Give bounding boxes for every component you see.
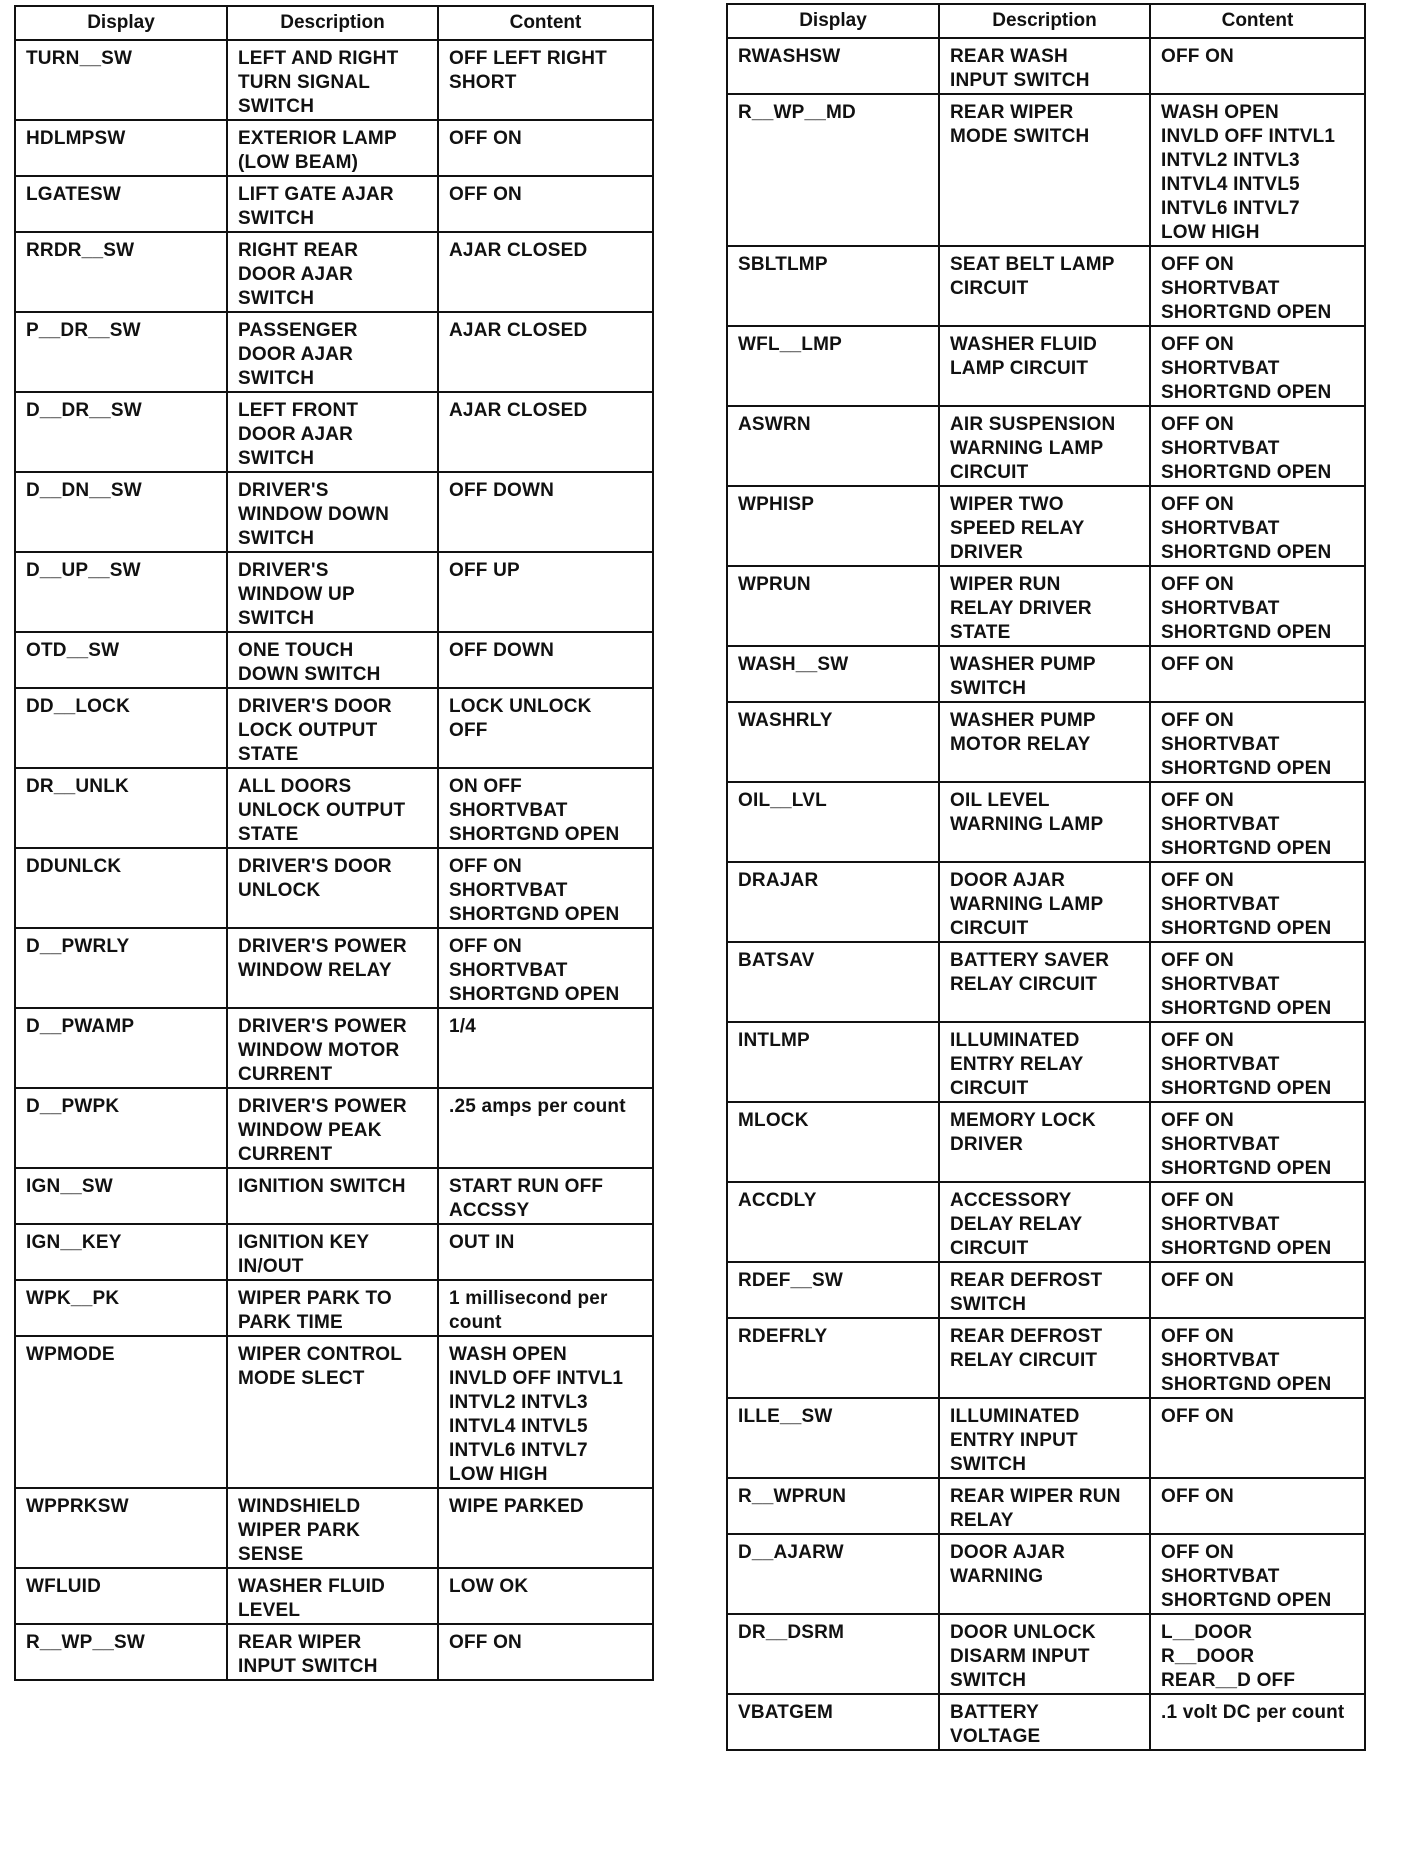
cell-display: VBATGEM [727, 1694, 939, 1750]
cell-display: RRDR__SW [15, 232, 227, 312]
table-row [727, 1478, 1365, 1534]
cell-display: WPPRKSW [15, 1488, 227, 1568]
cell-display: ILLE__SW [727, 1398, 939, 1478]
table-row [15, 392, 653, 472]
cell-description: DRIVER'S POWER WINDOW PEAK CURRENT [227, 1088, 438, 1168]
cell-display: RWASHSW [727, 38, 939, 94]
cell-content: ON OFF SHORTVBAT SHORTGND OPEN [438, 768, 653, 848]
cell-display: DR__DSRM [727, 1614, 939, 1694]
cell-content: LOCK UNLOCK OFF [438, 688, 653, 768]
cell-display: D__PWAMP [15, 1008, 227, 1088]
cell-description: REAR WIPER MODE SWITCH [939, 94, 1150, 246]
cell-content: OFF LEFT RIGHT SHORT [438, 40, 653, 120]
cell-display: D__AJARW [727, 1534, 939, 1614]
cell-content: OFF ON SHORTVBAT SHORTGND OPEN [1150, 1534, 1365, 1614]
cell-content: OFF ON SHORTVBAT SHORTGND OPEN [1150, 326, 1365, 406]
cell-description: WIPER PARK TO PARK TIME [227, 1280, 438, 1336]
table-row [727, 1262, 1365, 1318]
cell-display: P__DR__SW [15, 312, 227, 392]
cell-description: WIPER CONTROL MODE SLECT [227, 1336, 438, 1488]
cell-display: RDEFRLY [727, 1318, 939, 1398]
table-row [15, 552, 653, 632]
cell-display: R__WP__SW [15, 1624, 227, 1680]
cell-content: OFF ON SHORTVBAT SHORTGND OPEN [1150, 862, 1365, 942]
table-row [15, 232, 653, 312]
cell-content: WIPE PARKED [438, 1488, 653, 1568]
cell-description: REAR DEFROST RELAY CIRCUIT [939, 1318, 1150, 1398]
cell-content: OFF ON [438, 120, 653, 176]
table-row [727, 38, 1365, 94]
cell-description: DRIVER'S POWER WINDOW MOTOR CURRENT [227, 1008, 438, 1088]
cell-display: D__UP__SW [15, 552, 227, 632]
cell-display: TURN__SW [15, 40, 227, 120]
table-row [15, 1280, 653, 1336]
cell-display: DR__UNLK [15, 768, 227, 848]
table-row [727, 782, 1365, 862]
cell-content: WASH OPEN INVLD OFF INTVL1 INTVL2 INTVL3 INTVL4 INTVL5 INTVL6 INTVL7 LOW HIGH [438, 1336, 653, 1488]
header-content: Content [1150, 4, 1365, 38]
cell-content: OFF ON SHORTVBAT SHORTGND OPEN [1150, 702, 1365, 782]
table-row [15, 1624, 653, 1680]
cell-description: REAR WASH INPUT SWITCH [939, 38, 1150, 94]
cell-description: ILLUMINATED ENTRY INPUT SWITCH [939, 1398, 1150, 1478]
cell-content: 1/4 [438, 1008, 653, 1088]
cell-content: OFF ON [1150, 1478, 1365, 1534]
cell-description: IGNITION SWITCH [227, 1168, 438, 1224]
cell-description: DOOR UNLOCK DISARM INPUT SWITCH [939, 1614, 1150, 1694]
cell-display: WASHRLY [727, 702, 939, 782]
cell-display: HDLMPSW [15, 120, 227, 176]
cell-description: EXTERIOR LAMP (LOW BEAM) [227, 120, 438, 176]
cell-display: D__PWRLY [15, 928, 227, 1008]
cell-description: DOOR AJAR WARNING [939, 1534, 1150, 1614]
cell-display: OIL__LVL [727, 782, 939, 862]
table-row [15, 1488, 653, 1568]
table-row [727, 406, 1365, 486]
table-row [727, 862, 1365, 942]
cell-display: WPK__PK [15, 1280, 227, 1336]
cell-description: PASSENGER DOOR AJAR SWITCH [227, 312, 438, 392]
cell-content: OFF DOWN [438, 472, 653, 552]
table-row [15, 928, 653, 1008]
table-row [15, 1168, 653, 1224]
table-row [727, 1694, 1365, 1750]
cell-content: AJAR CLOSED [438, 392, 653, 472]
table-row [727, 942, 1365, 1022]
table-row [15, 472, 653, 552]
cell-display: RDEF__SW [727, 1262, 939, 1318]
cell-display: ASWRN [727, 406, 939, 486]
cell-display: R__WP__MD [727, 94, 939, 246]
cell-content: START RUN OFF ACCSSY [438, 1168, 653, 1224]
cell-description: DOOR AJAR WARNING LAMP CIRCUIT [939, 862, 1150, 942]
cell-display: DRAJAR [727, 862, 939, 942]
cell-content: OUT IN [438, 1224, 653, 1280]
cell-content: OFF ON SHORTVBAT SHORTGND OPEN [438, 928, 653, 1008]
cell-content: OFF DOWN [438, 632, 653, 688]
cell-display: MLOCK [727, 1102, 939, 1182]
cell-display: D__DN__SW [15, 472, 227, 552]
cell-description: ALL DOORS UNLOCK OUTPUT STATE [227, 768, 438, 848]
cell-content: OFF ON [438, 176, 653, 232]
table-row [727, 486, 1365, 566]
cell-display: DDUNLCK [15, 848, 227, 928]
cell-description: ACCESSORY DELAY RELAY CIRCUIT [939, 1182, 1150, 1262]
cell-display: WPRUN [727, 566, 939, 646]
table-row [15, 120, 653, 176]
table-row [727, 1318, 1365, 1398]
cell-content: OFF ON SHORTVBAT SHORTGND OPEN [1150, 1182, 1365, 1262]
table-row [727, 1614, 1365, 1694]
table-row [727, 646, 1365, 702]
cell-description: REAR WIPER INPUT SWITCH [227, 1624, 438, 1680]
table-row [727, 566, 1365, 646]
cell-content: OFF ON SHORTVBAT SHORTGND OPEN [1150, 1102, 1365, 1182]
cell-display: INTLMP [727, 1022, 939, 1102]
table-row [15, 848, 653, 928]
table-row [15, 312, 653, 392]
cell-description: DRIVER'S DOOR UNLOCK [227, 848, 438, 928]
cell-display: WFL__LMP [727, 326, 939, 406]
cell-description: WINDSHIELD WIPER PARK SENSE [227, 1488, 438, 1568]
cell-content: OFF ON SHORTVBAT SHORTGND OPEN [1150, 942, 1365, 1022]
cell-description: WASHER FLUID LEVEL [227, 1568, 438, 1624]
table-row [15, 688, 653, 768]
cell-description: DRIVER'S WINDOW UP SWITCH [227, 552, 438, 632]
cell-description: LIFT GATE AJAR SWITCH [227, 176, 438, 232]
cell-description: REAR WIPER RUN RELAY [939, 1478, 1150, 1534]
cell-description: ONE TOUCH DOWN SWITCH [227, 632, 438, 688]
table-row [727, 1022, 1365, 1102]
cell-display: R__WPRUN [727, 1478, 939, 1534]
cell-description: OIL LEVEL WARNING LAMP [939, 782, 1150, 862]
cell-description: WIPER RUN RELAY DRIVER STATE [939, 566, 1150, 646]
table-row [15, 176, 653, 232]
cell-description: RIGHT REAR DOOR AJAR SWITCH [227, 232, 438, 312]
cell-display: IGN__KEY [15, 1224, 227, 1280]
cell-content: OFF ON SHORTVBAT SHORTGND OPEN [1150, 1022, 1365, 1102]
cell-display: SBLTLMP [727, 246, 939, 326]
cell-display: BATSAV [727, 942, 939, 1022]
cell-display: OTD__SW [15, 632, 227, 688]
cell-content: 1 millisecond per count [438, 1280, 653, 1336]
header-display: Display [15, 6, 227, 40]
cell-description: WASHER PUMP SWITCH [939, 646, 1150, 702]
cell-content: L__DOOR R__DOOR REAR__D OFF [1150, 1614, 1365, 1694]
table-row [727, 246, 1365, 326]
cell-content: AJAR CLOSED [438, 232, 653, 312]
cell-content: OFF ON SHORTVBAT SHORTGND OPEN [1150, 1318, 1365, 1398]
cell-content: OFF ON SHORTVBAT SHORTGND OPEN [1150, 782, 1365, 862]
header-display: Display [727, 4, 939, 38]
cell-description: BATTERY VOLTAGE [939, 1694, 1150, 1750]
cell-display: WPHISP [727, 486, 939, 566]
cell-content: OFF UP [438, 552, 653, 632]
cell-description: LEFT FRONT DOOR AJAR SWITCH [227, 392, 438, 472]
table-row [15, 1224, 653, 1280]
cell-display: D__DR__SW [15, 392, 227, 472]
cell-content: .1 volt DC per count [1150, 1694, 1365, 1750]
cell-content: OFF ON [438, 1624, 653, 1680]
cell-display: D__PWPK [15, 1088, 227, 1168]
cell-display: LGATESW [15, 176, 227, 232]
table-row [727, 94, 1365, 246]
cell-description: IGNITION KEY IN/OUT [227, 1224, 438, 1280]
cell-description: SEAT BELT LAMP CIRCUIT [939, 246, 1150, 326]
table-row [15, 632, 653, 688]
cell-description: DRIVER'S DOOR LOCK OUTPUT STATE [227, 688, 438, 768]
header-description: Description [227, 6, 438, 40]
cell-content: AJAR CLOSED [438, 312, 653, 392]
cell-description: WASHER FLUID LAMP CIRCUIT [939, 326, 1150, 406]
table-row [727, 1398, 1365, 1478]
cell-content: WASH OPEN INVLD OFF INTVL1 INTVL2 INTVL3 INTVL4 INTVL5 INTVL6 INTVL7 LOW HIGH [1150, 94, 1365, 246]
table-row [15, 1088, 653, 1168]
cell-content: LOW OK [438, 1568, 653, 1624]
cell-description: WIPER TWO SPEED RELAY DRIVER [939, 486, 1150, 566]
cell-description: ILLUMINATED ENTRY RELAY CIRCUIT [939, 1022, 1150, 1102]
cell-description: REAR DEFROST SWITCH [939, 1262, 1150, 1318]
header-row [727, 4, 1365, 38]
cell-display: WPMODE [15, 1336, 227, 1488]
cell-display: DD__LOCK [15, 688, 227, 768]
cell-content: OFF ON [1150, 1262, 1365, 1318]
cell-description: WASHER PUMP MOTOR RELAY [939, 702, 1150, 782]
table-row [15, 768, 653, 848]
cell-description: DRIVER'S POWER WINDOW RELAY [227, 928, 438, 1008]
table-row [727, 1182, 1365, 1262]
cell-content: OFF ON SHORTVBAT SHORTGND OPEN [1150, 486, 1365, 566]
cell-content: OFF ON SHORTVBAT SHORTGND OPEN [1150, 406, 1365, 486]
cell-content: .25 amps per count [438, 1088, 653, 1168]
header-description: Description [939, 4, 1150, 38]
table-row [15, 1568, 653, 1624]
cell-description: BATTERY SAVER RELAY CIRCUIT [939, 942, 1150, 1022]
table-row [15, 40, 653, 120]
table-row [727, 702, 1365, 782]
cell-content: OFF ON SHORTVBAT SHORTGND OPEN [1150, 246, 1365, 326]
cell-content: OFF ON SHORTVBAT SHORTGND OPEN [438, 848, 653, 928]
right-table [726, 3, 1366, 1751]
cell-description: DRIVER'S WINDOW DOWN SWITCH [227, 472, 438, 552]
table-row [15, 1008, 653, 1088]
header-row [15, 6, 653, 40]
table-row [727, 326, 1365, 406]
cell-display: WFLUID [15, 1568, 227, 1624]
cell-description: AIR SUSPENSION WARNING LAMP CIRCUIT [939, 406, 1150, 486]
cell-description: MEMORY LOCK DRIVER [939, 1102, 1150, 1182]
cell-content: OFF ON SHORTVBAT SHORTGND OPEN [1150, 566, 1365, 646]
table-row [727, 1102, 1365, 1182]
cell-content: OFF ON [1150, 1398, 1365, 1478]
cell-display: WASH__SW [727, 646, 939, 702]
table-row [15, 1336, 653, 1488]
left-table [14, 5, 654, 1681]
header-content: Content [438, 6, 653, 40]
cell-content: OFF ON [1150, 646, 1365, 702]
table-row [727, 1534, 1365, 1614]
cell-display: IGN__SW [15, 1168, 227, 1224]
cell-content: OFF ON [1150, 38, 1365, 94]
cell-description: LEFT AND RIGHT TURN SIGNAL SWITCH [227, 40, 438, 120]
cell-display: ACCDLY [727, 1182, 939, 1262]
